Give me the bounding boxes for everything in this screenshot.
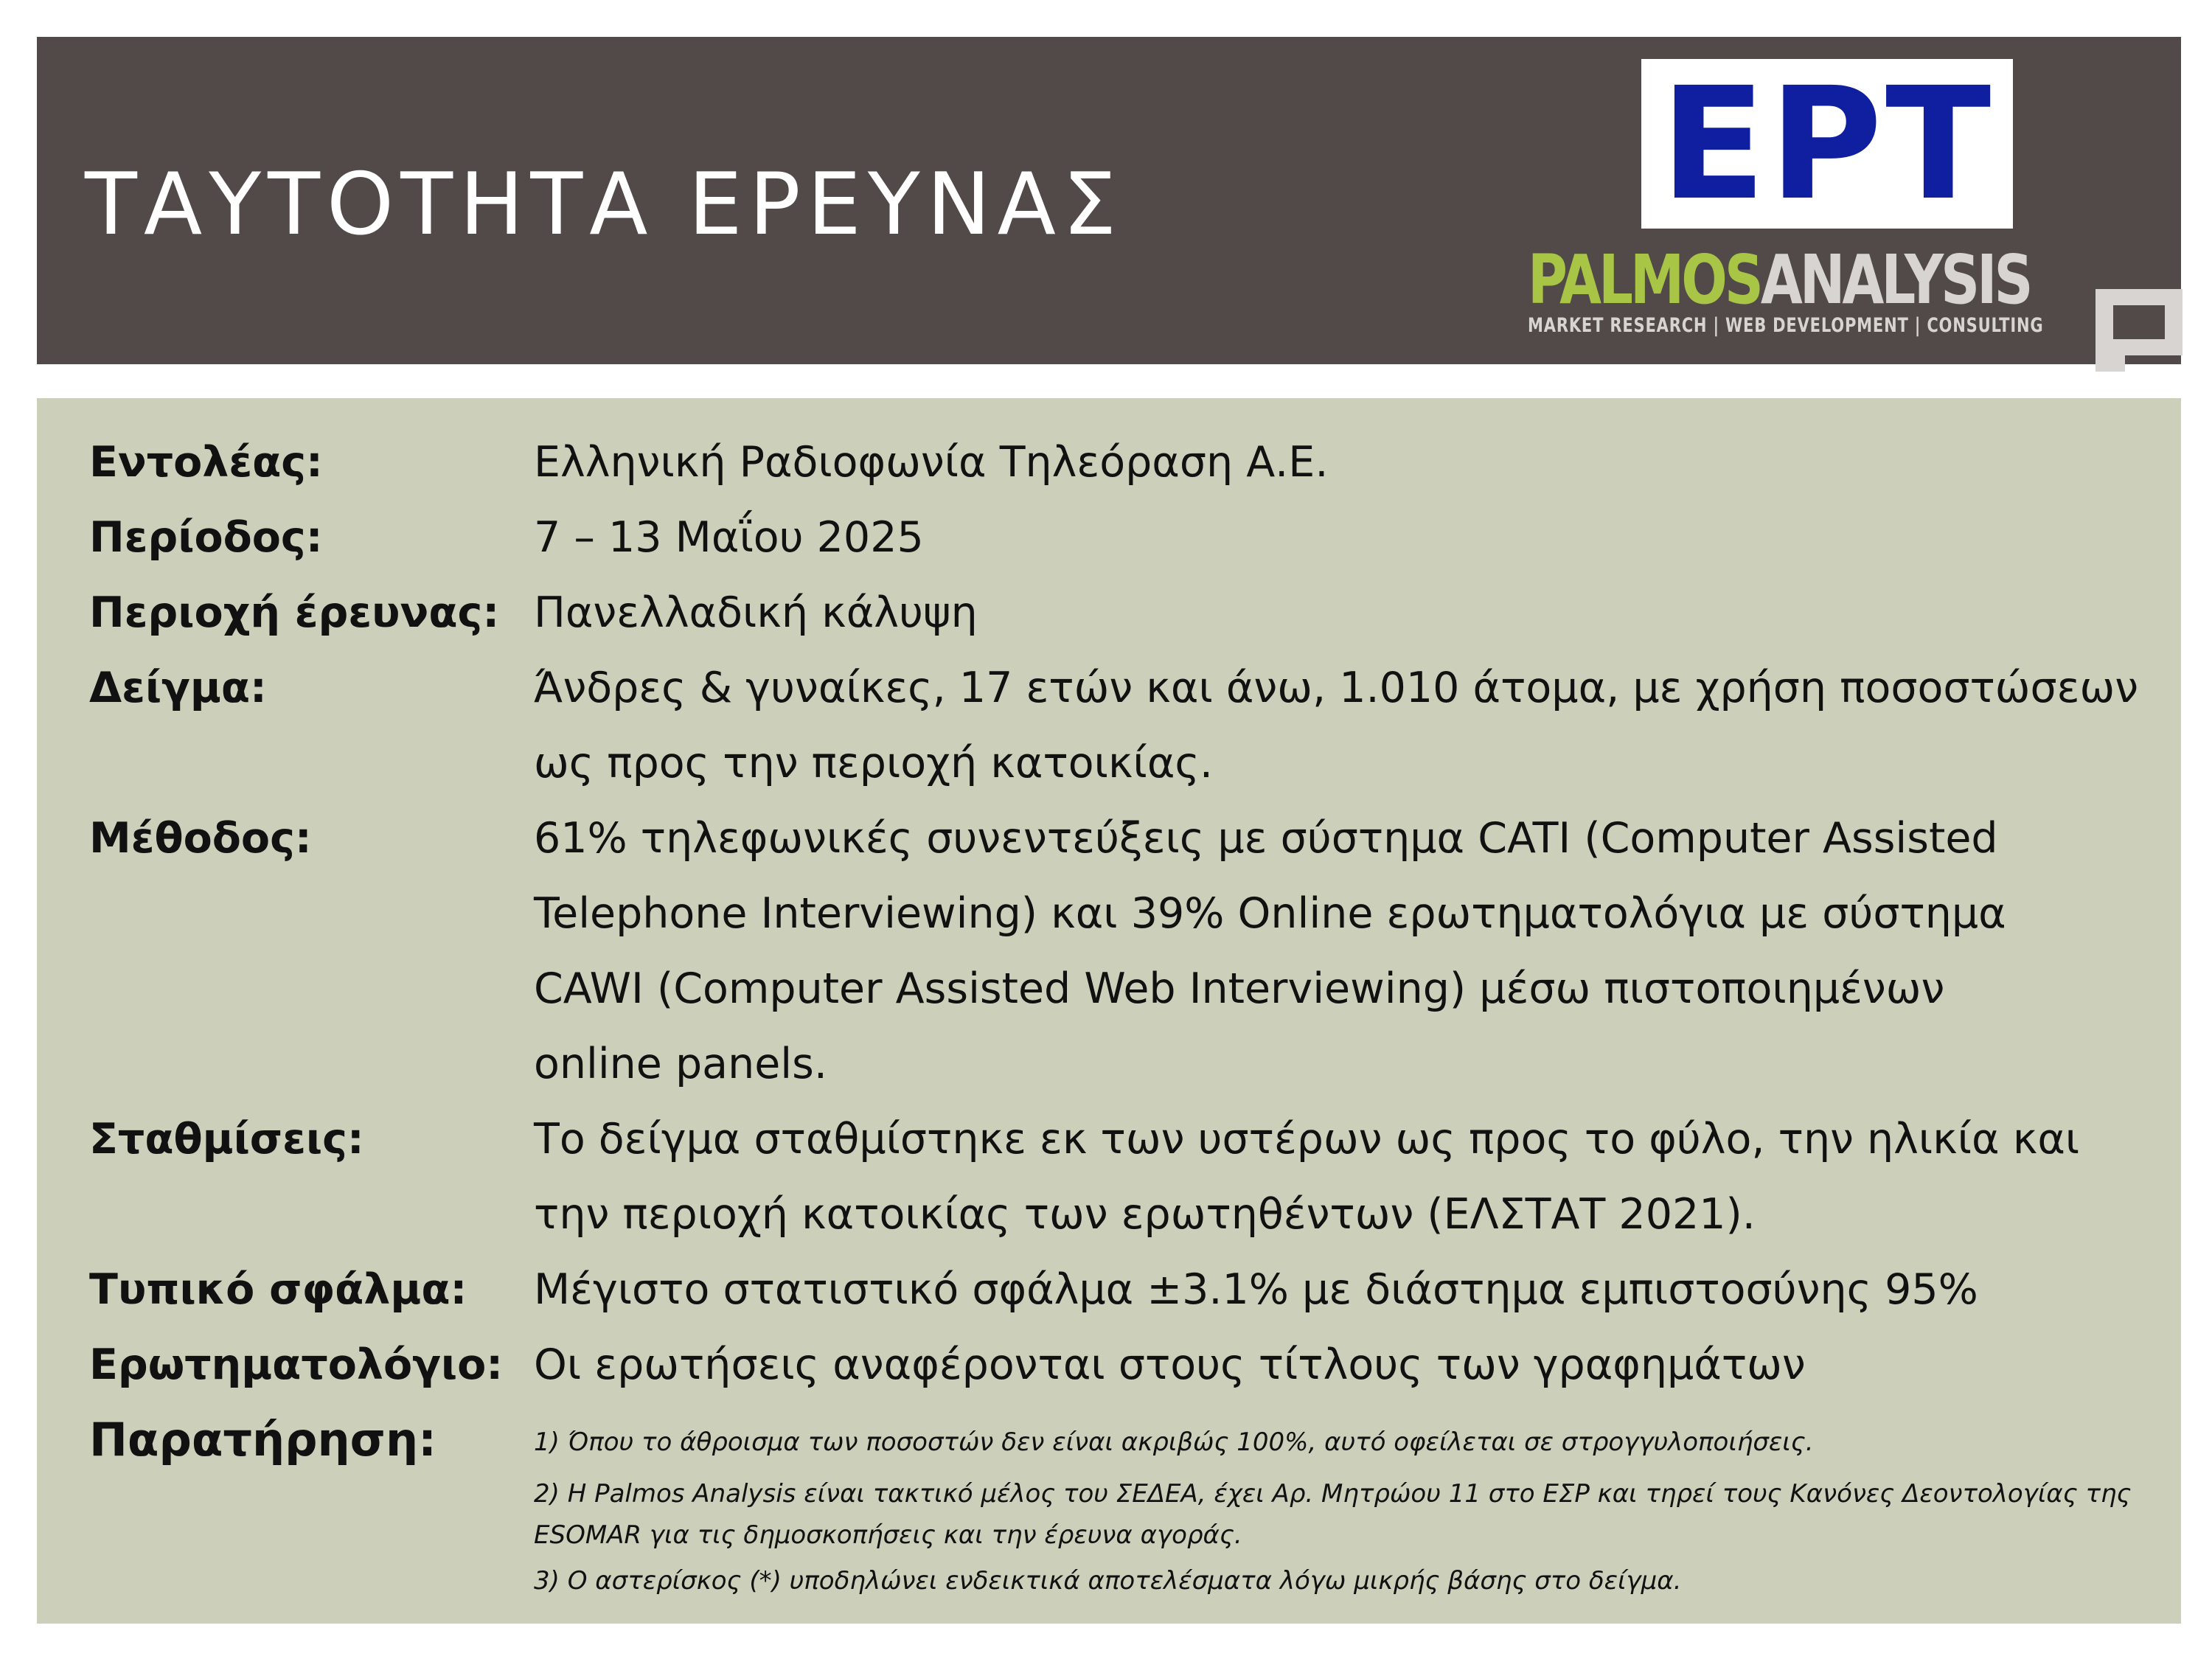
palmos-logo-name xyxy=(1528,240,2031,319)
palmos-logo-name-part2: ANALYSIS xyxy=(1760,240,2031,319)
info-row-value-line: Πανελλαδική κάλυψη xyxy=(534,588,978,637)
info-row-value xyxy=(534,650,2171,801)
info-row-label: Περιοχή έρευνας: xyxy=(89,588,500,637)
palmos-logo-tagline: MARKET RESEARCH | WEB DEVELOPMENT | CONSULTING xyxy=(1528,314,2044,337)
info-row-value-line: online panels. xyxy=(534,1040,827,1088)
info-row-value-line: την περιοχή κατοικίας των ερωτηθέντων (ΕΛΣΤΑΤ 2021). xyxy=(534,1190,1756,1239)
info-row-label: Σταθμίσεις: xyxy=(89,1115,364,1164)
info-row-value-line: Άνδρες & γυναίκες, 17 ετών και άνω, 1.010 άτομα, με χρήση ποσοστώσεων xyxy=(534,664,2139,712)
info-row-value xyxy=(534,575,2171,650)
info-row-label: Περίοδος: xyxy=(89,513,323,562)
info-row-value-line: Telephone Interviewing) και 39% Online ερωτηματολόγια με σύστημα xyxy=(534,889,2006,938)
info-row-value xyxy=(534,1252,2171,1327)
info-row-value-line: Το δείγμα σταθμίστηκε εκ των υστέρων ως προς το φύλο, την ηλικία και xyxy=(534,1115,2080,1164)
info-row-label: Τυπικό σφάλμα: xyxy=(89,1265,467,1314)
note-item: 1) Όπου το άθροισμα των ποσοστών δεν είναι ακριβώς 100%, αυτό οφείλεται σε στρογγυλοποιήσεις. xyxy=(534,1427,1814,1457)
info-row-value xyxy=(534,425,2171,500)
info-row-value-line: 61% τηλεφωνικές συνεντεύξεις με σύστημα CATI (Computer Assisted xyxy=(534,814,1998,863)
info-row-label: Εντολέας: xyxy=(89,438,323,487)
page-title: ΤΑΥΤΟΤΗΤΑ ΕΡΕΥΝΑΣ xyxy=(85,155,1124,254)
info-row-value xyxy=(534,1102,2171,1252)
palmos-logo-mark-icon xyxy=(2091,280,2187,376)
info-row-value-line: Οι ερωτήσεις αναφέρονται στους τίτλους των γραφημάτων xyxy=(534,1340,1806,1389)
note-item: ESOMAR για τις δημοσκοπήσεις και την έρευνα αγοράς. xyxy=(534,1520,1242,1550)
info-row-label: Ερωτηματολόγιο: xyxy=(89,1340,504,1389)
info-row-value xyxy=(534,500,2171,575)
palmos-logo-name-part1: PALMOS xyxy=(1528,240,1761,319)
info-row-label: Μέθοδος: xyxy=(89,814,312,863)
note-item: 3) Ο αστερίσκος (*) υποδηλώνει ενδεικτικά αποτελέσματα λόγω μικρής βάσης στο δείγμα. xyxy=(534,1566,1682,1596)
ert-logo xyxy=(1641,53,2013,234)
header-banner xyxy=(37,37,2181,364)
info-row-value-line: Μέγιστο στατιστικό σφάλμα ±3.1% με διάστημα εμπιστοσύνης 95% xyxy=(534,1265,1978,1314)
info-row-value-line: CAWI (Computer Assisted Web Interviewing) μέσω πιστοποιημένων xyxy=(534,964,1945,1013)
info-row-value-line: Ελληνική Ραδιοφωνία Τηλεόραση Α.Ε. xyxy=(534,438,1329,487)
info-row-value xyxy=(534,801,2171,1102)
info-row-label: Δείγμα: xyxy=(89,664,267,712)
info-row-value-line: 7 – 13 Μαΐου 2025 xyxy=(534,513,924,562)
ert-logo-text: ΕΡΤ xyxy=(1660,53,1994,234)
info-row-value-line: ως προς την περιοχή κατοικίας. xyxy=(534,739,1213,787)
survey-identity-panel xyxy=(37,398,2181,1624)
info-row-value xyxy=(534,1327,2171,1402)
notes-label: Παρατήρηση: xyxy=(89,1413,437,1467)
note-item: 2) Η Palmos Analysis είναι τακτικό μέλος του ΣΕΔΕΑ, έχει Αρ. Μητρώου 11 στο ΕΣΡ και τηρεί τους Κανόνες Δεοντολογίας της xyxy=(534,1479,2132,1509)
